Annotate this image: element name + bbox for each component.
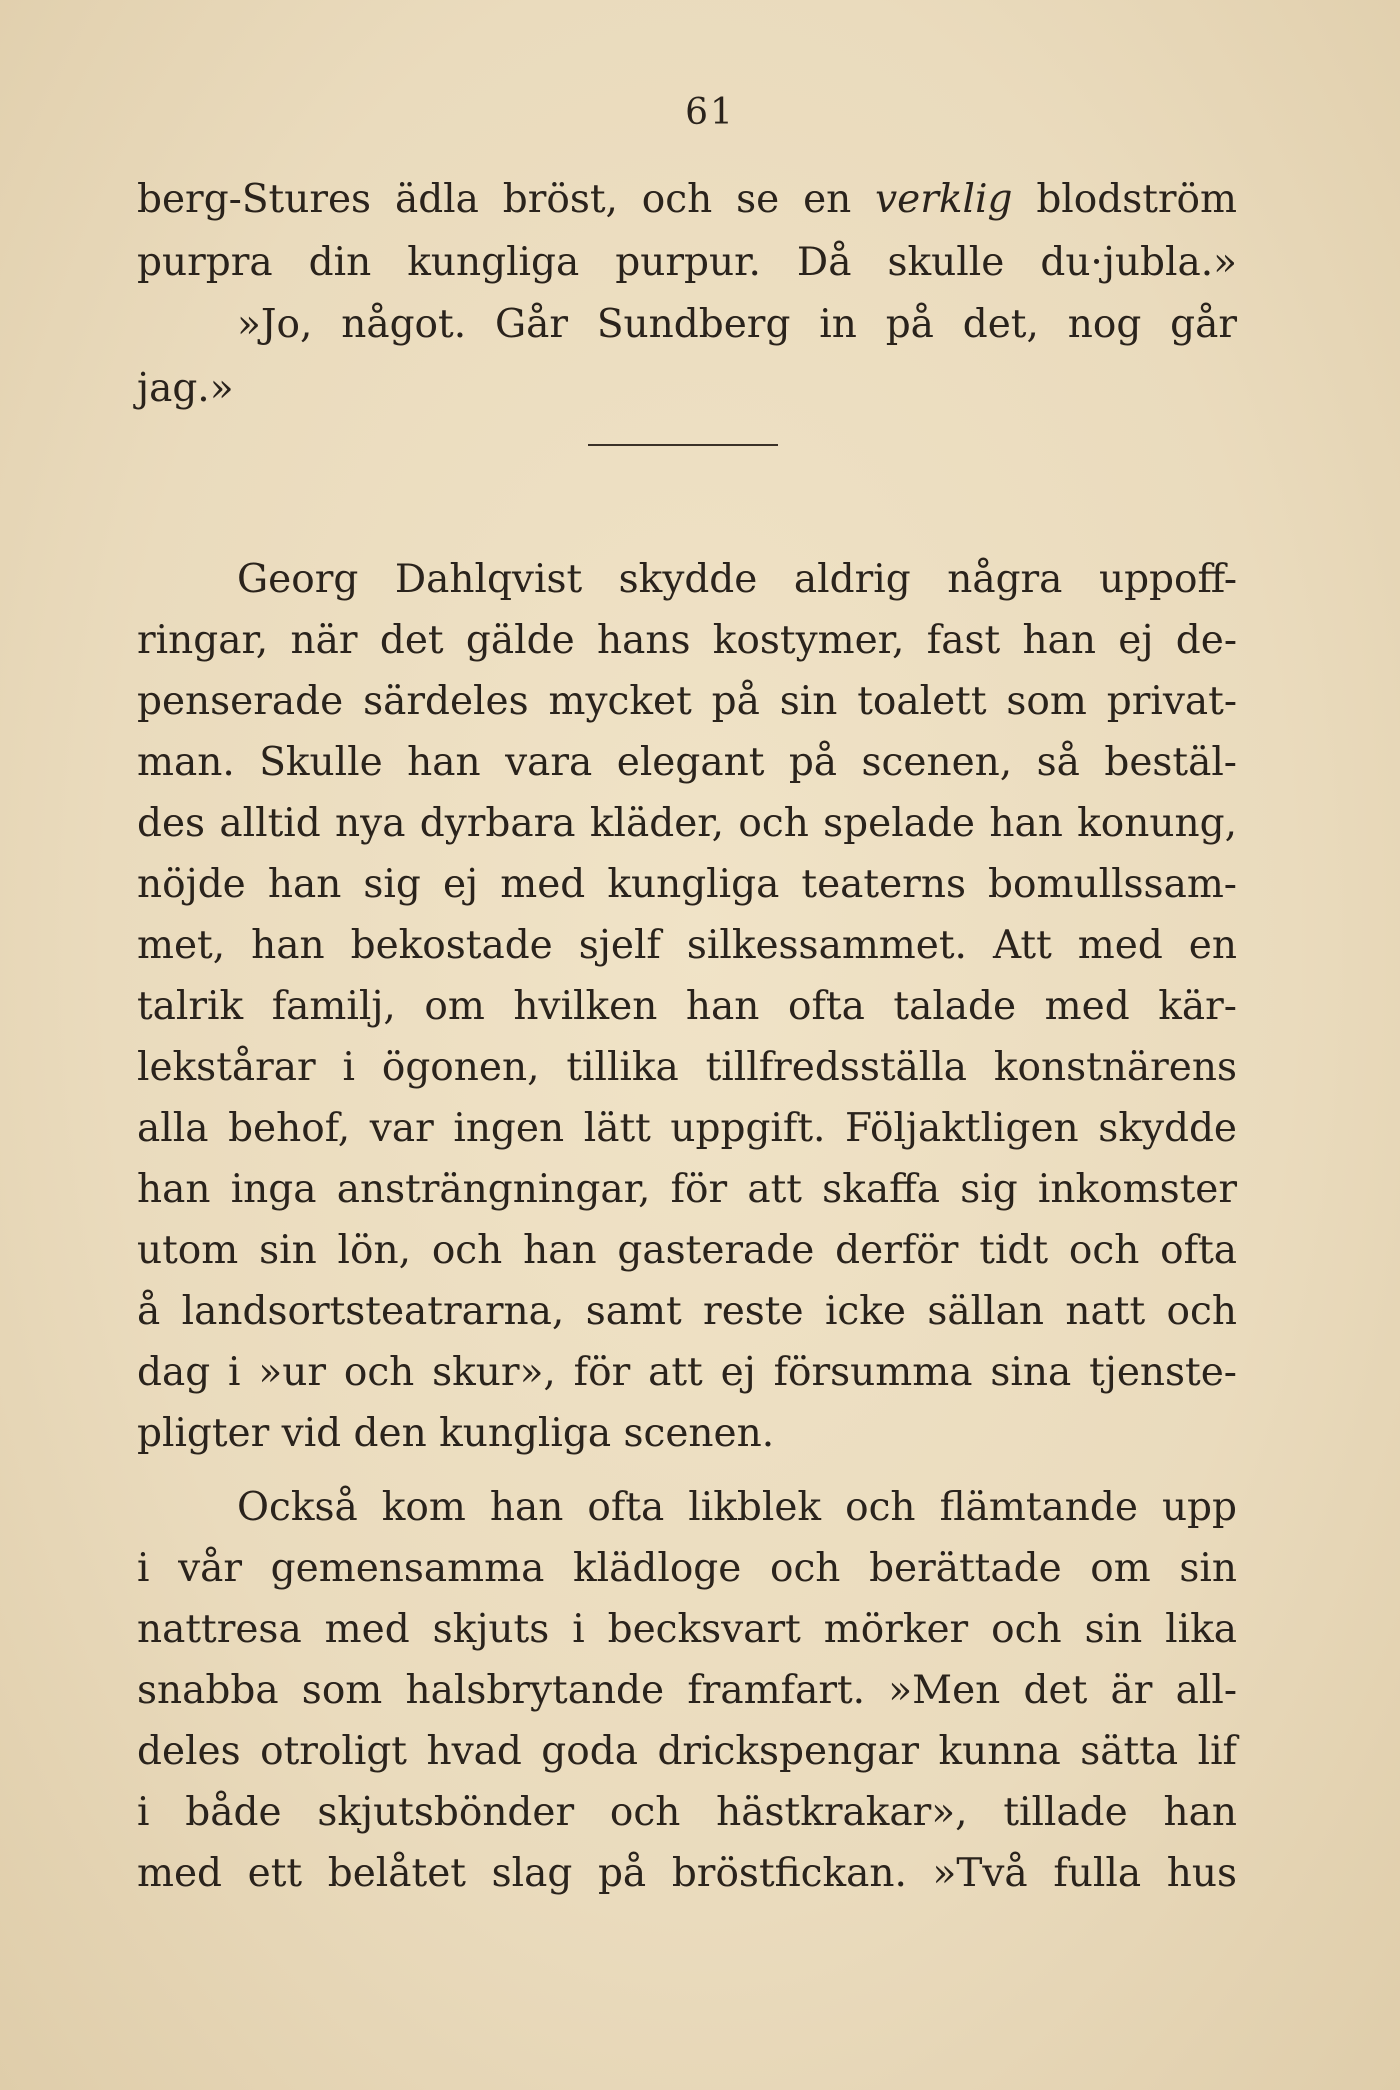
text-line: pligter vid den kungliga scenen. <box>137 1411 775 1456</box>
text-line: talrik familj, om hvilken han ofta talade med kär- <box>137 984 1237 1029</box>
text-line: dag i »ur och skur», för att ej försumma sina tjenste- <box>137 1350 1237 1395</box>
text-line: purpra din kungliga purpur. Då skulle du·jubla.» <box>137 240 1237 285</box>
text-line: nöjde han sig ej med kungliga teaterns bomullssam- <box>137 862 1237 907</box>
italic-word: verklig <box>875 177 1013 222</box>
text-line: jag.» <box>137 366 234 411</box>
page-number: 61 <box>685 92 735 133</box>
text-line: med ett belåtet slag på bröstfickan. »Två fulla hus <box>137 1851 1237 1896</box>
text-line: utom sin lön, och han gasterade derför tidt och ofta <box>137 1228 1237 1273</box>
text-line: alla behof, var ingen lätt uppgift. Följaktligen skydde <box>137 1106 1237 1151</box>
text-line <box>137 175 1237 225</box>
text-line: i vår gemensamma klädloge och berättade om sin <box>137 1546 1237 1591</box>
text-line: »Jo, något. Går Sundberg in på det, nog går <box>237 302 1237 347</box>
text-line: snabba som halsbrytande framfart. »Men det är all- <box>137 1668 1237 1713</box>
text-line: ringar, när det gälde hans kostymer, fast han ej de- <box>137 618 1237 663</box>
text-line: Georg Dahlqvist skydde aldrig några uppoff- <box>237 557 1237 602</box>
text-line: lekstårar i ögonen, tillika tillfredsställa konstnärens <box>137 1045 1237 1090</box>
text-line: met, han bekostade sjelf silkessammet. Att med en <box>137 923 1237 968</box>
text-segment: blodström <box>1012 177 1237 222</box>
text-line: Också kom han ofta likblek och flämtande upp <box>237 1485 1237 1530</box>
text-line: i både skjutsbönder och hästkrakar», tillade han <box>137 1790 1237 1835</box>
text-line: man. Skulle han vara elegant på scenen, så bestäl- <box>137 740 1237 785</box>
text-line: nattresa med skjuts i becksvart mörker och sin lika <box>137 1607 1237 1652</box>
text-segment: berg-Stures ädla bröst, och se en <box>137 177 876 222</box>
text-line: des alltid nya dyrbara kläder, och spelade han konung, <box>137 801 1237 846</box>
section-divider <box>588 444 778 446</box>
text-line: å landsortsteatrarna, samt reste icke sällan natt och <box>137 1289 1237 1334</box>
text-line: han inga ansträngningar, för att skaffa sig inkomster <box>137 1167 1237 1212</box>
text-line: deles otroligt hvad goda drickspengar kunna sätta lif <box>137 1729 1237 1774</box>
text-line: penserade särdeles mycket på sin toalett som privat- <box>137 679 1237 724</box>
